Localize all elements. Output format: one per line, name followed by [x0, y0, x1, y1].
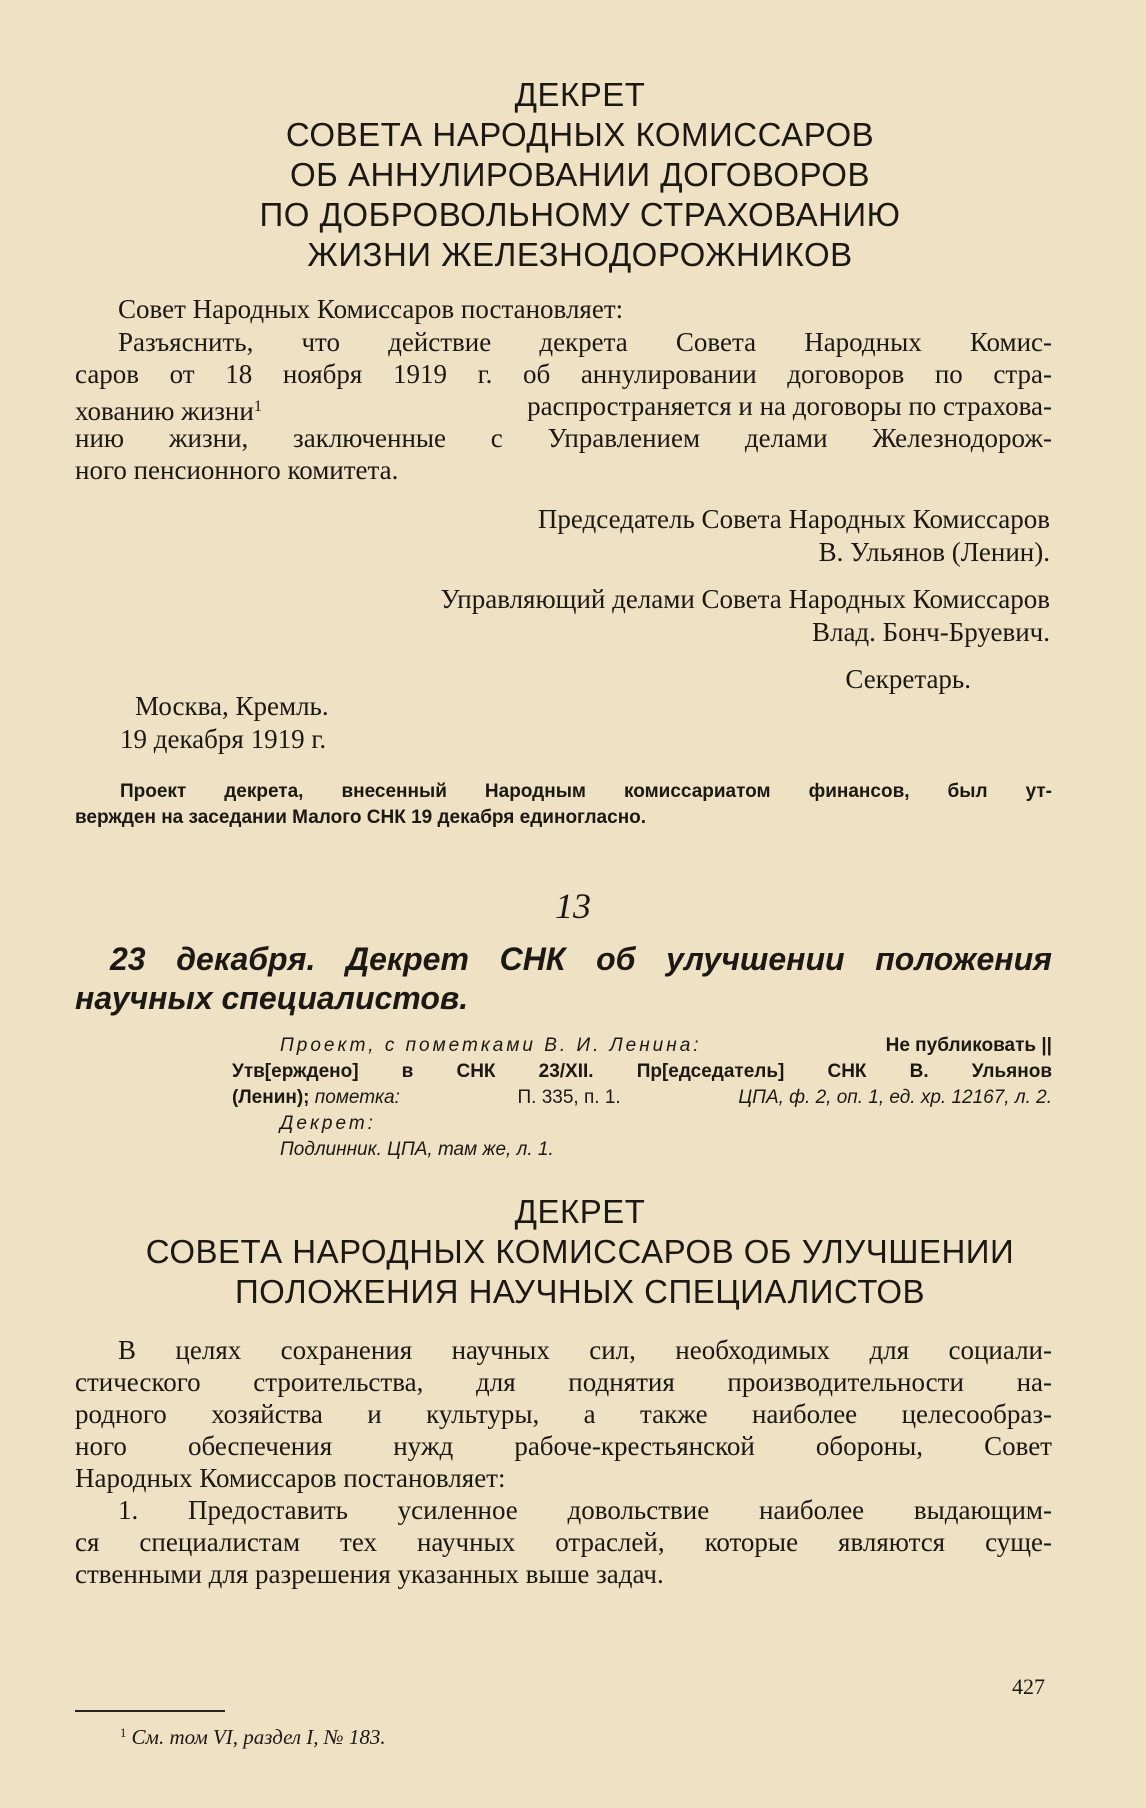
decree2-title-line: ПОЛОЖЕНИЯ НАУЧНЫХ СПЕЦИАЛИСТОВ: [234, 1273, 926, 1310]
footnote-text: См. том VI, раздел I, № 183.: [131, 1724, 386, 1749]
page-number: 427: [1012, 1674, 1045, 1699]
decree1-title-line: ЖИЗНИ ЖЕЛЕЗНОДОРОЖНИКОВ: [307, 236, 853, 273]
decree2-title-line: ДЕКРЕТ: [514, 1193, 646, 1230]
decree1-body-fragment: распространяется и на договоры по страхова-: [527, 391, 1052, 421]
archive-line-3: [232, 1085, 1052, 1111]
decree2-body-line: Народных Комиссаров постановляет:: [75, 1463, 506, 1493]
decree2-body-line: ного обеспечения нужд рабоче-крестьянской обороны, Совет: [75, 1431, 1052, 1461]
footnote: [120, 1720, 386, 1750]
decree1-title-line: ДЕКРЕТ: [514, 76, 646, 113]
editorial-note-line: вержден на заседании Малого СНК 19 декабря единогласно.: [75, 807, 647, 828]
signature-manager-name: Влад. Бонч-Бруевич.: [811, 617, 1050, 647]
footnote-mark: 1: [120, 1726, 127, 1740]
decree1-intro: Совет Народных Комиссаров постановляет:: [118, 294, 624, 324]
section-heading-line: 23 декабря. Декрет СНК об улучшении положения: [110, 941, 1052, 977]
decree2-body-line: ственными для разрешения указанных выше задач.: [75, 1559, 664, 1589]
decree1-title: [80, 75, 1080, 275]
footnote-reference: 1: [253, 397, 262, 415]
decree2-body-line: стического строительства, для поднятия производительности на-: [75, 1367, 1052, 1397]
footnote-rule: [75, 1710, 225, 1712]
decree2-body-line: В целях сохранения научных сил, необходимых для социали-: [118, 1335, 1052, 1365]
archive-original: Подлинник. ЦПА, там же, л. 1.: [280, 1139, 554, 1160]
archive-line3-name: (Ленин); пометка:: [232, 1087, 400, 1108]
decree1-date: 19 декабря 1919 г.: [120, 724, 327, 754]
decree2-title: [80, 1192, 1080, 1312]
section-number: 13: [555, 886, 591, 926]
decree1-title-line: СОВЕТА НАРОДНЫХ КОМИССАРОВ: [285, 116, 875, 153]
decree1-body-fragment: хованию жизни$^1$: [75, 395, 262, 426]
decree2-title-line: СОВЕТА НАРОДНЫХ КОМИССАРОВ ОБ УЛУЧШЕНИИ: [145, 1233, 1015, 1270]
editorial-note-line: Проект декрета, внесенный Народным комиссариатом финансов, был ут-: [120, 781, 1052, 802]
decree1-title-line: ОБ АННУЛИРОВАНИИ ДОГОВОРОВ: [290, 156, 870, 193]
decree1-title-line: ПО ДОБРОВОЛЬНОМУ СТРАХОВАНИЮ: [259, 196, 901, 233]
archive-line-1: [280, 1033, 1052, 1059]
archive-line-2: Утв[ерждено] в СНК 23/XII. Пр[едседатель] СНК В. Ульянов: [232, 1061, 1052, 1082]
decree1-body-line: ного пенсионного комитета.: [75, 455, 399, 485]
signature-chair-name: В. Ульянов (Ленин).: [818, 537, 1050, 567]
decree1-place: Москва, Кремль.: [135, 691, 329, 721]
signature-secretary: Секретарь.: [845, 664, 971, 694]
decree1-body-line: саров от 18 ноября 1919 г. об аннулировании договоров по стра-: [75, 359, 1052, 389]
signature-manager-title: Управляющий делами Совета Народных Комиссаров: [440, 584, 1050, 614]
archive-draft-label: Проект, с пометками В. И. Ленина:: [280, 1035, 702, 1056]
decree1-body-line: нию жизни, заключенные с Управлением делами Железнодорож-: [75, 423, 1052, 453]
archive-line3-archive: ЦПА, ф. 2, оп. 1, ед. хр. 12167, л. 2.: [738, 1087, 1052, 1108]
archive-draft-text: Не публиковать ||: [885, 1035, 1052, 1056]
decree1-body-line: Разъяснить, что действие декрета Совета Народных Комис-: [118, 327, 1052, 357]
decree2-clause-1: 1. Предоставить усиленное довольствие наиболее выдающим-: [118, 1495, 1052, 1525]
signature-chair-title: Председатель Совета Народных Комиссаров: [537, 504, 1050, 534]
section-heading-line: научных специалистов.: [75, 980, 469, 1016]
archive-line3-ref: П. 335, п. 1.: [517, 1087, 621, 1108]
archive-decree-label: Декрет:: [280, 1113, 376, 1134]
decree2-body-line: ся специалистам тех научных отраслей, которые являются суще-: [75, 1527, 1052, 1557]
decree2-body-line: родного хозяйства и культуры, а также наиболее целесообраз-: [75, 1399, 1052, 1429]
